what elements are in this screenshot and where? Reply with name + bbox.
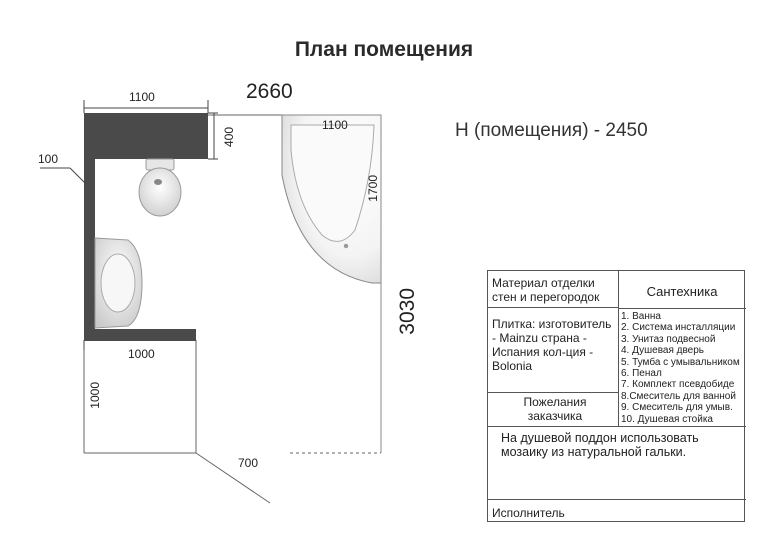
wall-hung-toilet: [139, 159, 181, 216]
tile-info: Плитка: изготовитель - Mainzu страна - Испания кол-ция - Bolonia: [492, 317, 612, 373]
plumbing-item: 7. Комплект псевдобиде: [621, 379, 735, 391]
plumbing-item: 5. Тумба с умывальником: [621, 356, 740, 368]
dim-partition-length: 1000: [128, 347, 155, 361]
room-height-label: H (помещения) - 2450: [455, 120, 648, 141]
dim-wall-thickness: 100: [38, 152, 59, 166]
dim-bath-width: 1100: [322, 118, 348, 132]
wishes-label: Пожелания заказчика: [523, 395, 587, 423]
dim-top-wall-depth: 400: [222, 127, 236, 148]
left-wall: [84, 113, 95, 341]
plumbing-item: 4. Душевая дверь: [621, 345, 705, 357]
dim-corridor-depth: 1000: [88, 382, 102, 409]
table-divider-right-header: [618, 308, 746, 309]
top-wall: [95, 113, 208, 159]
plumbing-list: [621, 311, 745, 425]
plumbing-item: 6. Пенал: [621, 368, 662, 380]
plumbing-item: 3. Унитаз подвесной: [621, 333, 716, 345]
header-finishing-material: Материал отделки стен и перегородок: [492, 276, 600, 304]
wishes-text: На душевой поддон использовать мозаику из натуральной гальки.: [501, 431, 699, 459]
partition-wall: [95, 329, 196, 341]
specification-table: [487, 270, 745, 522]
table-divider-executor: [488, 499, 746, 500]
header-plumbing: Сантехника: [646, 284, 718, 299]
page-title: План помещения: [294, 38, 474, 61]
dim-total-height: 3030: [396, 288, 419, 335]
table-divider-left-header: [488, 307, 618, 308]
dim-top-wall-length: 1100: [129, 90, 155, 104]
plumbing-item: 9. Смеситель для умыв.: [621, 402, 733, 414]
plumbing-item: 2. Система инсталляции: [621, 322, 736, 334]
vanity-with-sink: [95, 238, 142, 328]
dim-doorway-width: 700: [238, 456, 259, 470]
plumbing-item: 10. Душевая стойка: [621, 413, 713, 425]
plumbing-item: 1. Ванна: [621, 311, 661, 322]
table-divider-wishes: [488, 392, 618, 393]
table-divider-body: [488, 426, 746, 427]
dim-total-width: 2660: [246, 80, 293, 103]
executor-label: Исполнитель: [492, 506, 565, 520]
dim-bath-length: 1700: [366, 175, 380, 202]
plumbing-item: 8.Смеситель для ванной: [621, 390, 736, 402]
